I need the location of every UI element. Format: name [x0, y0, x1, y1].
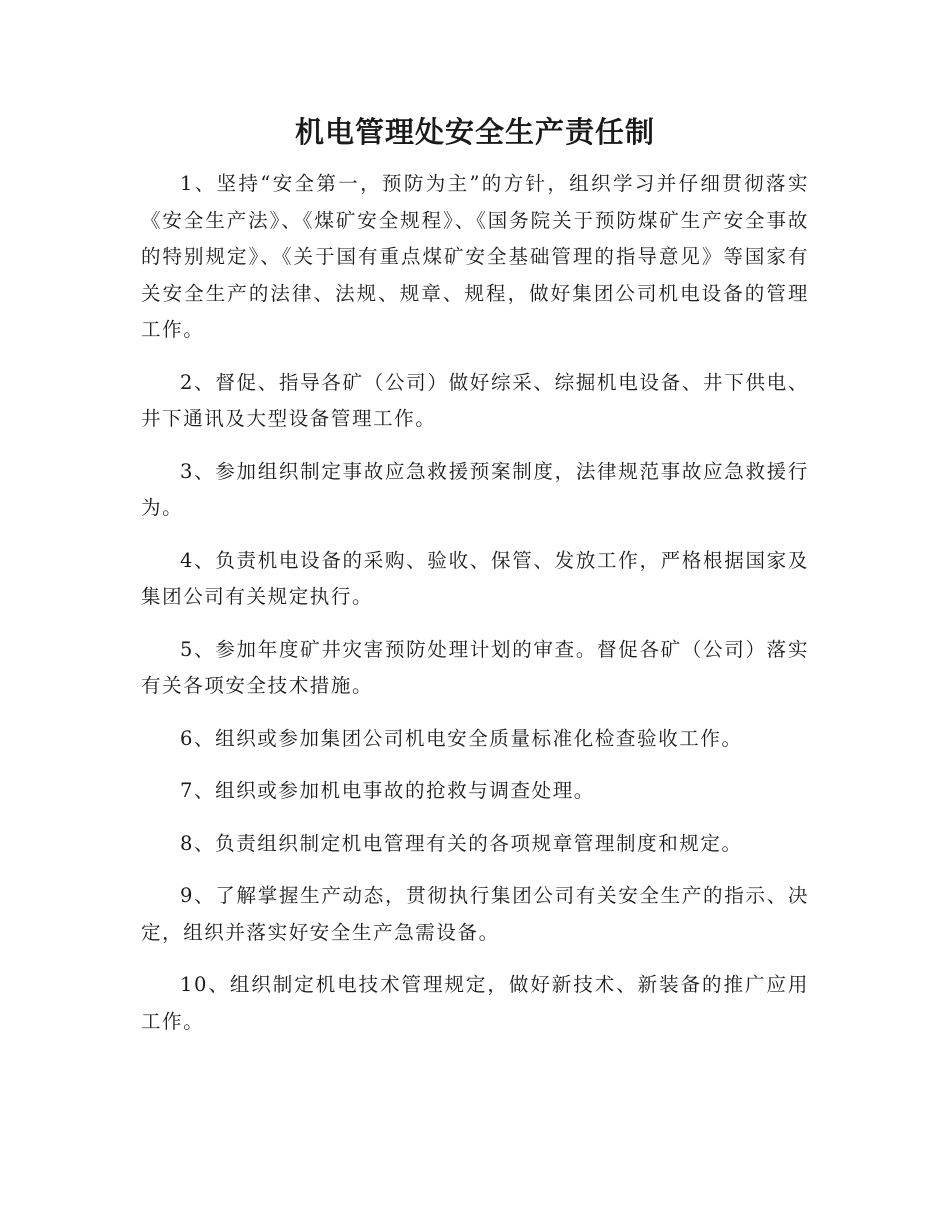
paragraph-5: 5、参加年度矿井灾害预防处理计划的审查。督促各矿（公司）落实有关各项安全技术措施。: [141, 637, 809, 697]
paragraph-8: 8、负责组织制定机电管理有关的各项规章管理制度和规定。: [180, 831, 743, 855]
paragraph-3: 3、参加组织制定事故应急救援预案制度，法律规范事故应急救援行为。: [141, 459, 809, 519]
document-body: [141, 166, 809, 1056]
paragraph-4: 4、负责机电设备的采购、验收、保管、发放工作，严格根据国家及集团公司有关规定执行。: [141, 548, 809, 608]
paragraph-6: 6、组织或参加集团公司机电安全质量标准化检查验收工作。: [180, 726, 743, 750]
paragraph-2: 2、督促、指导各矿（公司）做好综采、综掘机电设备、井下供电、井下通讯及大型设备管理工作。: [141, 370, 809, 430]
paragraph-1: 1、坚持“安全第一，预防为主”的方针，组织学习并仔细贯彻落实《安全生产法》、《煤矿安全规程》、《国务院关于预防煤矿生产安全事故的特别规定》、《关于国有重点煤矿安全基础管理的指导意见》等国家有关安全生产的法律、法规、规章、规程，做好集团公司机电设备的管理工作。: [141, 172, 809, 341]
paragraph-7: 7、组织或参加机电事故的抢救与调查处理。: [180, 779, 595, 802]
paragraph-9: 9、了解掌握生产动态，贯彻执行集团公司有关安全生产的指示、决定，组织并落实好安全生产急需设备。: [141, 884, 809, 944]
document-title: 机电管理处安全生产责任制: [294, 115, 655, 149]
paragraph-10: 10、组织制定机电技术管理规定，做好新技术、新装备的推广应用工作。: [141, 973, 809, 1033]
